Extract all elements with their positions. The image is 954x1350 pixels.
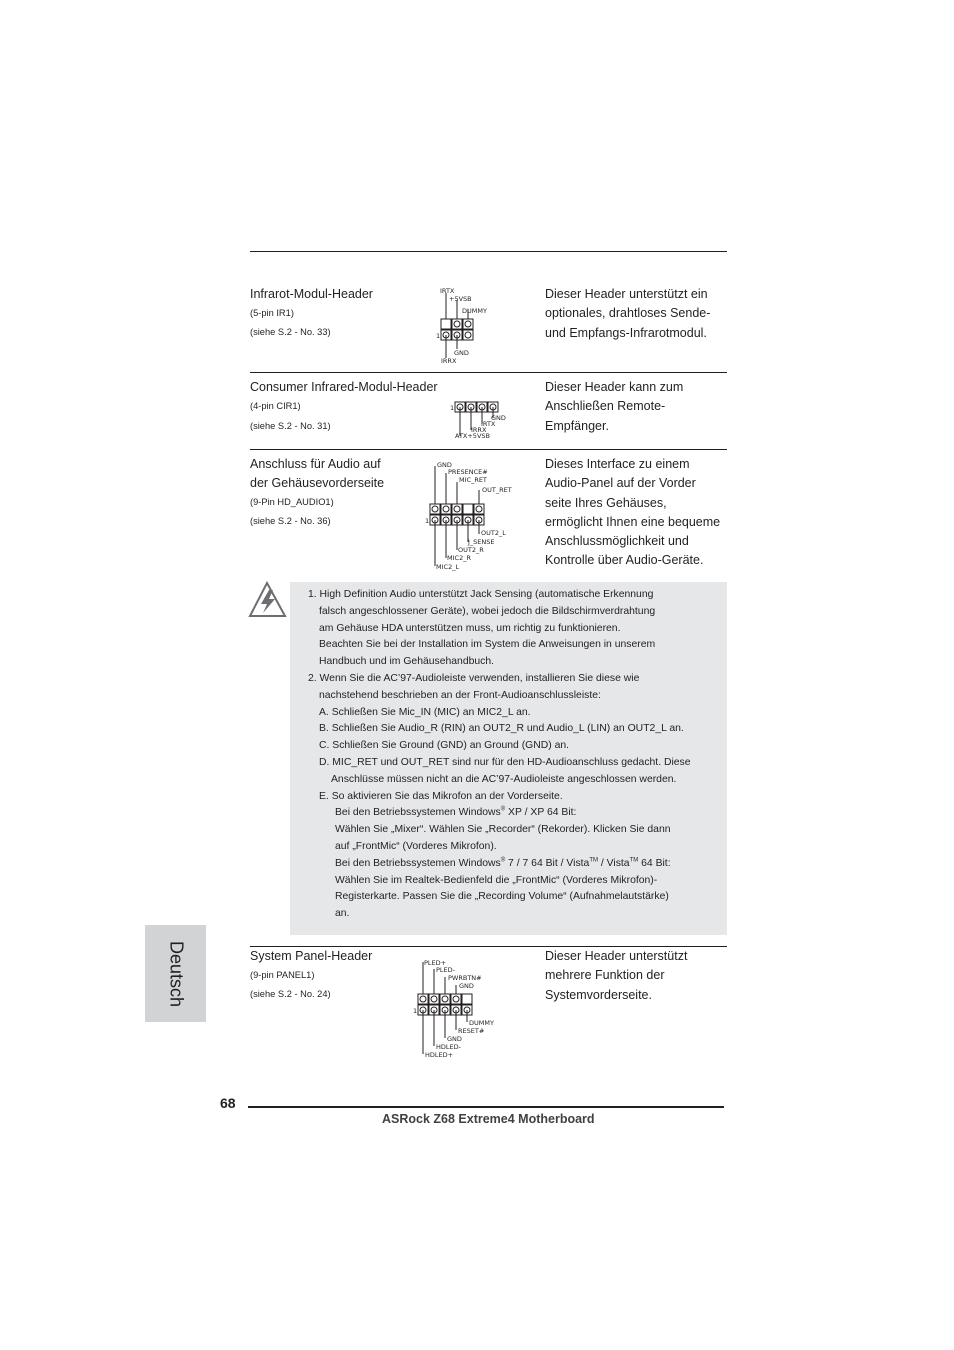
- note-box: [290, 582, 727, 935]
- audio-pin-out-ret: OUT_RET: [482, 486, 512, 494]
- panel-pin-pled-plus: PLED+: [424, 959, 447, 967]
- note-line: Wählen Sie „Mixer“. Wählen Sie „Recorder“ (Rekorder). Klicken Sie dann: [335, 824, 671, 835]
- note-line: auf „FrontMic“ (Vorderes Mikrofon).: [335, 841, 497, 852]
- audio-header-description: Dieses Interface zu einem Audio-Panel auf der Vorder seite Ihres Gehäuses, ermöglicht Ihnen eine bequeme Anschlussmöglichkeit und Kontrolle über Audio-Geräte.: [545, 457, 721, 568]
- audio-pin-out2-r: OUT2_R: [458, 546, 484, 554]
- cir-header-pin-label: (4-pin CIR1): [250, 401, 301, 411]
- ir-pin-5vsb: +5VSB: [449, 295, 472, 303]
- panel-pin-diagram: [410, 954, 530, 1060]
- note-line: E. So aktivieren Sie das Mikrofon an der Vorderseite.: [319, 791, 563, 802]
- note-line: Wählen Sie im Realtek-Bedienfeld die „FrontMic“ (Vorderes Mikrofon)-: [335, 875, 658, 886]
- cir-pin-irrx: IRRX: [471, 426, 487, 434]
- cir-pin-irtx: IRTX: [481, 420, 496, 428]
- rule-2: [250, 449, 727, 450]
- cir-header-see: (siehe S.2 - No. 31): [250, 421, 331, 431]
- audio-pin-mic2-l: MIC2_L: [436, 563, 460, 571]
- note-line: falsch angeschlossener Geräte), wobei jedoch die Bildschirmverdrahtung: [319, 606, 656, 617]
- note-line: B. Schließen Sie Audio_R (RIN) an OUT2_R und Audio_L (LIN) an OUT2_L an.: [319, 723, 684, 734]
- panel-pin-one: 1: [413, 1007, 418, 1015]
- cir-pin-diagram: [445, 396, 535, 444]
- ir-pin-gnd: GND: [454, 349, 469, 357]
- note-line: 2. Wenn Sie die AC’97-Audioleiste verwenden, installieren Sie diese wie: [308, 673, 640, 684]
- panel-pin-gnd-top: GND: [459, 982, 474, 990]
- panel-header-see: (siehe S.2 - No. 24): [250, 989, 331, 999]
- audio-pin-diagram: [420, 458, 530, 576]
- panel-pin-hdled-minus: HDLED-: [436, 1043, 461, 1051]
- note-line: an.: [335, 908, 350, 919]
- note-line: am Gehäuse HDA unterstützen muss, um richtig zu funktionieren.: [319, 623, 621, 634]
- panel-header-title: System Panel-Header: [250, 949, 373, 963]
- panel-pin-pled-minus: PLED-: [436, 966, 455, 974]
- audio-header-pin-label: (9-Pin HD_AUDIO1): [250, 497, 334, 507]
- ir-header-pin-label: (5-pin IR1): [250, 308, 294, 318]
- audio-pin-presence: PRESENCE#: [448, 468, 488, 476]
- cir-pin-one: 1: [450, 404, 455, 412]
- ir-header-description: Dieser Header unterstützt ein optionales, drahtloses Sende- und Empfangs-Infrarotmodul.: [545, 287, 711, 340]
- language-tab: [145, 925, 206, 1022]
- ir-header-title: Infrarot-Modul-Header: [250, 287, 373, 301]
- note-line: Bei den Betriebssystemen Windows® 7 / 7 64 Bit / Vista™ / Vista™ 64 Bit:: [335, 857, 671, 869]
- audio-pin-mic-ret: MIC_RET: [459, 476, 487, 484]
- note-line: Bei den Betriebssystemen Windows® XP / XP 64 Bit:: [335, 806, 577, 818]
- ir-pin-irtx: IRTX: [440, 287, 455, 295]
- ir-pin-diagram: [430, 285, 540, 365]
- panel-pin-pwrbtn: PWRBTN#: [448, 974, 482, 982]
- audio-header-title-1: Anschluss für Audio auf: [250, 457, 381, 471]
- cir-pin-gnd: GND: [491, 414, 506, 422]
- note-line: C. Schließen Sie Ground (GND) an Ground (GND) an.: [319, 740, 570, 751]
- audio-pin-j-sense: J_SENSE: [468, 538, 495, 546]
- ir-pin-irrx: IRRX: [441, 357, 457, 365]
- audio-pin-mic2-r: MIC2_R: [447, 554, 471, 562]
- language-tab-label: Deutsch: [166, 940, 186, 1007]
- note-line: Beachten Sie bei der Installation im System die Anweisungen in unserem: [319, 639, 656, 650]
- cir-pin-atx5vsb: ATX+5VSB: [455, 432, 490, 440]
- note-line: nachstehend beschrieben an der Front-Audioanschlussleiste:: [319, 690, 601, 701]
- top-rule: [250, 251, 727, 252]
- warning-icon: [248, 580, 288, 620]
- panel-pin-hdled-plus: HDLED+: [425, 1051, 454, 1059]
- panel-header-description: Dieser Header unterstützt mehrere Funktion der Systemvorderseite.: [545, 949, 688, 1002]
- panel-pin-dummy: DUMMY: [469, 1019, 494, 1027]
- audio-header-see: (siehe S.2 - No. 36): [250, 516, 331, 526]
- ir-pin-one: 1: [436, 332, 441, 340]
- note-line: D. MIC_RET und OUT_RET sind nur für den HD-Audioanschluss gedacht. Diese: [319, 757, 691, 768]
- audio-pin-gnd: GND: [437, 461, 452, 469]
- rule-1: [250, 372, 727, 373]
- audio-header-title-2: der Gehäusevorderseite: [250, 476, 385, 490]
- ir-header-see: (siehe S.2 - No. 33): [250, 327, 331, 337]
- audio-pin-out2-l: OUT2_L: [481, 529, 506, 537]
- note-line: 1. High Definition Audio unterstützt Jack Sensing (automatische Erkennung: [308, 589, 654, 600]
- footer-title: ASRock Z68 Extreme4 Motherboard: [382, 1112, 595, 1126]
- panel-pin-reset: RESET#: [458, 1027, 485, 1035]
- ir-pin-dummy: DUMMY: [462, 307, 487, 315]
- note-line: Registerkarte. Passen Sie die „Recording Volume“ (Aufnahmelautstärke): [335, 891, 669, 902]
- page-number: 68: [220, 1095, 236, 1111]
- panel-pin-gnd-bottom: GND: [447, 1035, 462, 1043]
- cir-header-title: Consumer Infrared-Modul-Header: [250, 380, 438, 394]
- note-line: A. Schließen Sie Mic_IN (MIC) an MIC2_L an.: [319, 707, 531, 718]
- note-line: Anschlüsse müssen nicht an die AC’97-Audioleiste angeschlossen werden.: [331, 774, 677, 785]
- panel-header-pin-label: (9-pin PANEL1): [250, 970, 315, 980]
- note-line: Handbuch und im Gehäusehandbuch.: [319, 656, 495, 667]
- audio-pin-one: 1: [425, 517, 430, 525]
- footer-rule: [248, 1106, 724, 1108]
- cir-header-description: Dieser Header kann zum Anschließen Remote- Empfänger.: [545, 380, 684, 433]
